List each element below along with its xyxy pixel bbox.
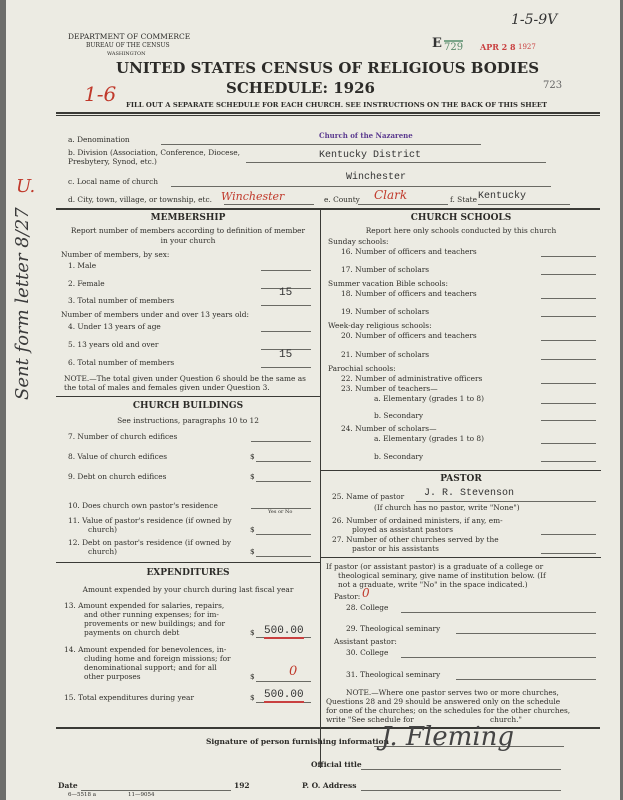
q12-cont: church): [88, 547, 117, 556]
summer-label: Summer vacation Bible schools:: [328, 279, 448, 288]
parochial-label: Parochial schools:: [328, 364, 396, 373]
q26-cont: ployed as assistant pastors: [352, 525, 454, 534]
denomination-value: Church of the Nazarene: [319, 131, 413, 140]
membership-age-intro: Number of members under and over 13 years old:: [61, 310, 249, 319]
q9: 9. Debt on church edifices: [68, 472, 167, 481]
pastor-note-5: church.": [490, 715, 522, 724]
sunday-label: Sunday schools:: [328, 237, 389, 246]
q15-value: 500.00: [264, 689, 304, 701]
q24a: a. Elementary (grades 1 to 8): [374, 434, 485, 443]
q26: 26. Number of ordained ministers, if any, em-: [332, 516, 503, 525]
document-title: UNITED STATES CENSUS OF RELIGIOUS BODIES: [116, 59, 540, 77]
q19: 19. Number of scholars: [341, 307, 430, 316]
stamp-date: APR 2 8: [480, 42, 516, 52]
local-name-label: c. Local name of church: [68, 177, 158, 186]
margin-note: Sent form letter 8/27: [12, 207, 33, 400]
q27: 27. Number of other churches served by the: [332, 535, 499, 544]
rule-top-thin: [56, 115, 600, 116]
q3-total: 3. Total number of members: [68, 296, 175, 305]
membership-note: NOTE.—The total given under Question 6 should be the same as the total of males and females given under Question 3.: [64, 374, 306, 392]
q24: 24. Number of scholars—: [341, 424, 437, 433]
q14-value: 0: [289, 664, 298, 679]
q3-value: 15: [279, 287, 293, 299]
q2-female: 2. Female: [68, 279, 105, 288]
q12: 12. Debt on pastor's residence (if owned by: [68, 538, 232, 547]
city-name: WASHINGTON: [107, 51, 146, 57]
q13-dollar: $: [250, 628, 255, 637]
stamp-number: 729: [444, 42, 464, 53]
q29: 29. Theological seminary: [346, 624, 441, 633]
q22: 22. Number of administrative officers: [341, 374, 483, 383]
q17: 17. Number of scholars: [341, 265, 430, 274]
q27-cont: pastor or his assistants: [352, 544, 439, 553]
expenditures-sub: Amount expended by your church during last fiscal year: [82, 585, 294, 594]
q1-male: 1. Male: [68, 261, 97, 270]
q6-value: 15: [279, 349, 293, 361]
corner-note: 1-5-9V: [511, 12, 558, 28]
q6-total: 6. Total number of members: [68, 358, 175, 367]
q24b: b. Secondary: [374, 452, 424, 461]
signature-value: J. Fleming: [381, 722, 515, 752]
po-address-label: P. O. Address: [302, 781, 357, 790]
handwritten-code: 1-6: [84, 82, 117, 106]
q28: 28. College: [346, 603, 389, 612]
column-divider: [320, 208, 321, 768]
signature-label: Signature of person furnishing information: [206, 737, 389, 746]
local-name-value: Winchester: [346, 172, 407, 183]
pastor-label: Pastor:: [334, 592, 361, 601]
membership-intro: Report number of members according to definition of member in your church: [70, 226, 306, 245]
county-value: Clark: [374, 188, 408, 202]
census-schedule-sheet: [6, 0, 620, 800]
q25-sub: (If church has no pastor, write "None"): [374, 503, 520, 512]
grad-note-3: not a graduate, write "No" in the space indicated.): [338, 580, 528, 589]
official-title-label: Official title: [311, 760, 362, 769]
schools-intro: Report here only schools conducted by this church: [365, 226, 557, 235]
rule-top: [56, 112, 600, 114]
yes-no-label: Yes or No: [268, 509, 293, 515]
dept-name: DEPARTMENT OF COMMERCE: [68, 32, 191, 41]
q8: 8. Value of church edifices: [68, 452, 167, 461]
stamp-year: 1927: [518, 43, 536, 51]
county-label: e. County: [324, 195, 360, 204]
q23b: b. Secondary: [374, 411, 424, 420]
q11-dollar: $: [250, 525, 255, 534]
state-value: Kentucky: [478, 191, 527, 202]
pastor-title: PASTOR: [440, 474, 482, 484]
schedule-title: SCHEDULE: 1926: [226, 79, 375, 97]
q5-over13: 5. 13 years old and over: [68, 340, 159, 349]
q13-line2: and other running expenses; for im-: [84, 610, 219, 619]
membership-by-sex: Number of members, by sex:: [61, 250, 170, 259]
q7: 7. Number of church edifices: [68, 432, 178, 441]
margin-u: U.: [16, 176, 36, 197]
stamp-letter: E: [432, 36, 442, 51]
q15: 15. Total expenditures during year: [64, 693, 194, 702]
pastor-note-1: NOTE.—Where one pastor serves two or more churches,: [346, 688, 559, 697]
q20: 20. Number of officers and teachers: [341, 331, 477, 340]
print-code: 11—9054: [128, 792, 155, 798]
weekday-label: Week-day religious schools:: [328, 321, 432, 330]
buildings-title: CHURCH BUILDINGS: [132, 401, 244, 411]
q11-cont: church): [88, 525, 117, 534]
date-label: Date: [58, 781, 78, 790]
q23a: a. Elementary (grades 1 to 8): [374, 394, 485, 403]
pastor-note-3: for one of the churches; on the schedules for the other churches,: [326, 706, 571, 715]
grad-note-1: If pastor (or assistant pastor) is a graduate of a college or: [326, 562, 544, 571]
q12-dollar: $: [250, 547, 255, 556]
division-label: b. Division (Association, Conference, Diocese, Presbytery, Synod, etc.): [68, 148, 240, 166]
q25: 25. Name of pastor: [332, 492, 405, 501]
q16: 16. Number of officers and teachers: [341, 247, 477, 256]
pastor-note-4: write "See schedule for: [326, 715, 414, 724]
q8-dollar: $: [250, 452, 255, 461]
instruction-line: FILL OUT A SEPARATE SCHEDULE FOR EACH CHURCH. SEE INSTRUCTIONS ON THE BACK OF THIS SHEET: [126, 101, 548, 109]
q13-line3: provements or new buildings; and for: [84, 619, 226, 628]
state-label: f. State: [450, 195, 477, 204]
q31: 31. Theological seminary: [346, 670, 441, 679]
q14-line2: cluding home and foreign missions; for: [84, 654, 231, 663]
city-label: d. City, town, village, or township, etc.: [68, 195, 213, 204]
membership-title: MEMBERSHIP: [150, 213, 226, 223]
q30: 30. College: [346, 648, 389, 657]
form-code: 6—5518 a: [68, 792, 97, 798]
division-value: Kentucky District: [319, 150, 422, 161]
q9-dollar: $: [250, 472, 255, 481]
q10: 10. Does church own pastor's residence: [68, 501, 218, 510]
bureau-name: BUREAU OF THE CENSUS: [86, 42, 170, 49]
q11: 11. Value of pastor's residence (if owned by: [68, 516, 232, 525]
q14: 14. Amount expended for benevolences, in-: [64, 645, 227, 654]
pastor-mark: 0: [362, 586, 370, 600]
q15-dollar: $: [250, 693, 255, 702]
pastor-note-2: Questions 28 and 29 should be answered only on the schedule: [326, 697, 561, 706]
q14-dollar: $: [250, 672, 255, 681]
assistant-label: Assistant pastor:: [334, 637, 397, 646]
q18: 18. Number of officers and teachers: [341, 289, 477, 298]
q23: 23. Number of teachers—: [341, 384, 438, 393]
q4-under13: 4. Under 13 years of age: [68, 322, 161, 331]
form-number: 723: [543, 80, 563, 91]
q13: 13. Amount expended for salaries, repairs,: [64, 601, 225, 610]
pastor-name-value: J. R. Stevenson: [424, 488, 515, 499]
expenditures-title: EXPENDITURES: [146, 568, 230, 578]
q21: 21. Number of scholars: [341, 350, 430, 359]
schools-title: CHURCH SCHOOLS: [410, 213, 512, 223]
q13-line4: payments on church debt: [84, 628, 180, 637]
q13-value: 500.00: [264, 625, 304, 637]
grad-note-2: theological seminary, give name of institution below. (If: [338, 571, 546, 580]
q14-line4: other purposes: [84, 672, 141, 681]
city-value: Winchester: [221, 190, 285, 203]
denomination-label: a. Denomination: [68, 135, 130, 144]
buildings-sub: See instructions, paragraphs 10 to 12: [117, 416, 259, 425]
q14-line3: denominational support; and for all: [84, 663, 217, 672]
year-label: 192: [234, 781, 250, 790]
